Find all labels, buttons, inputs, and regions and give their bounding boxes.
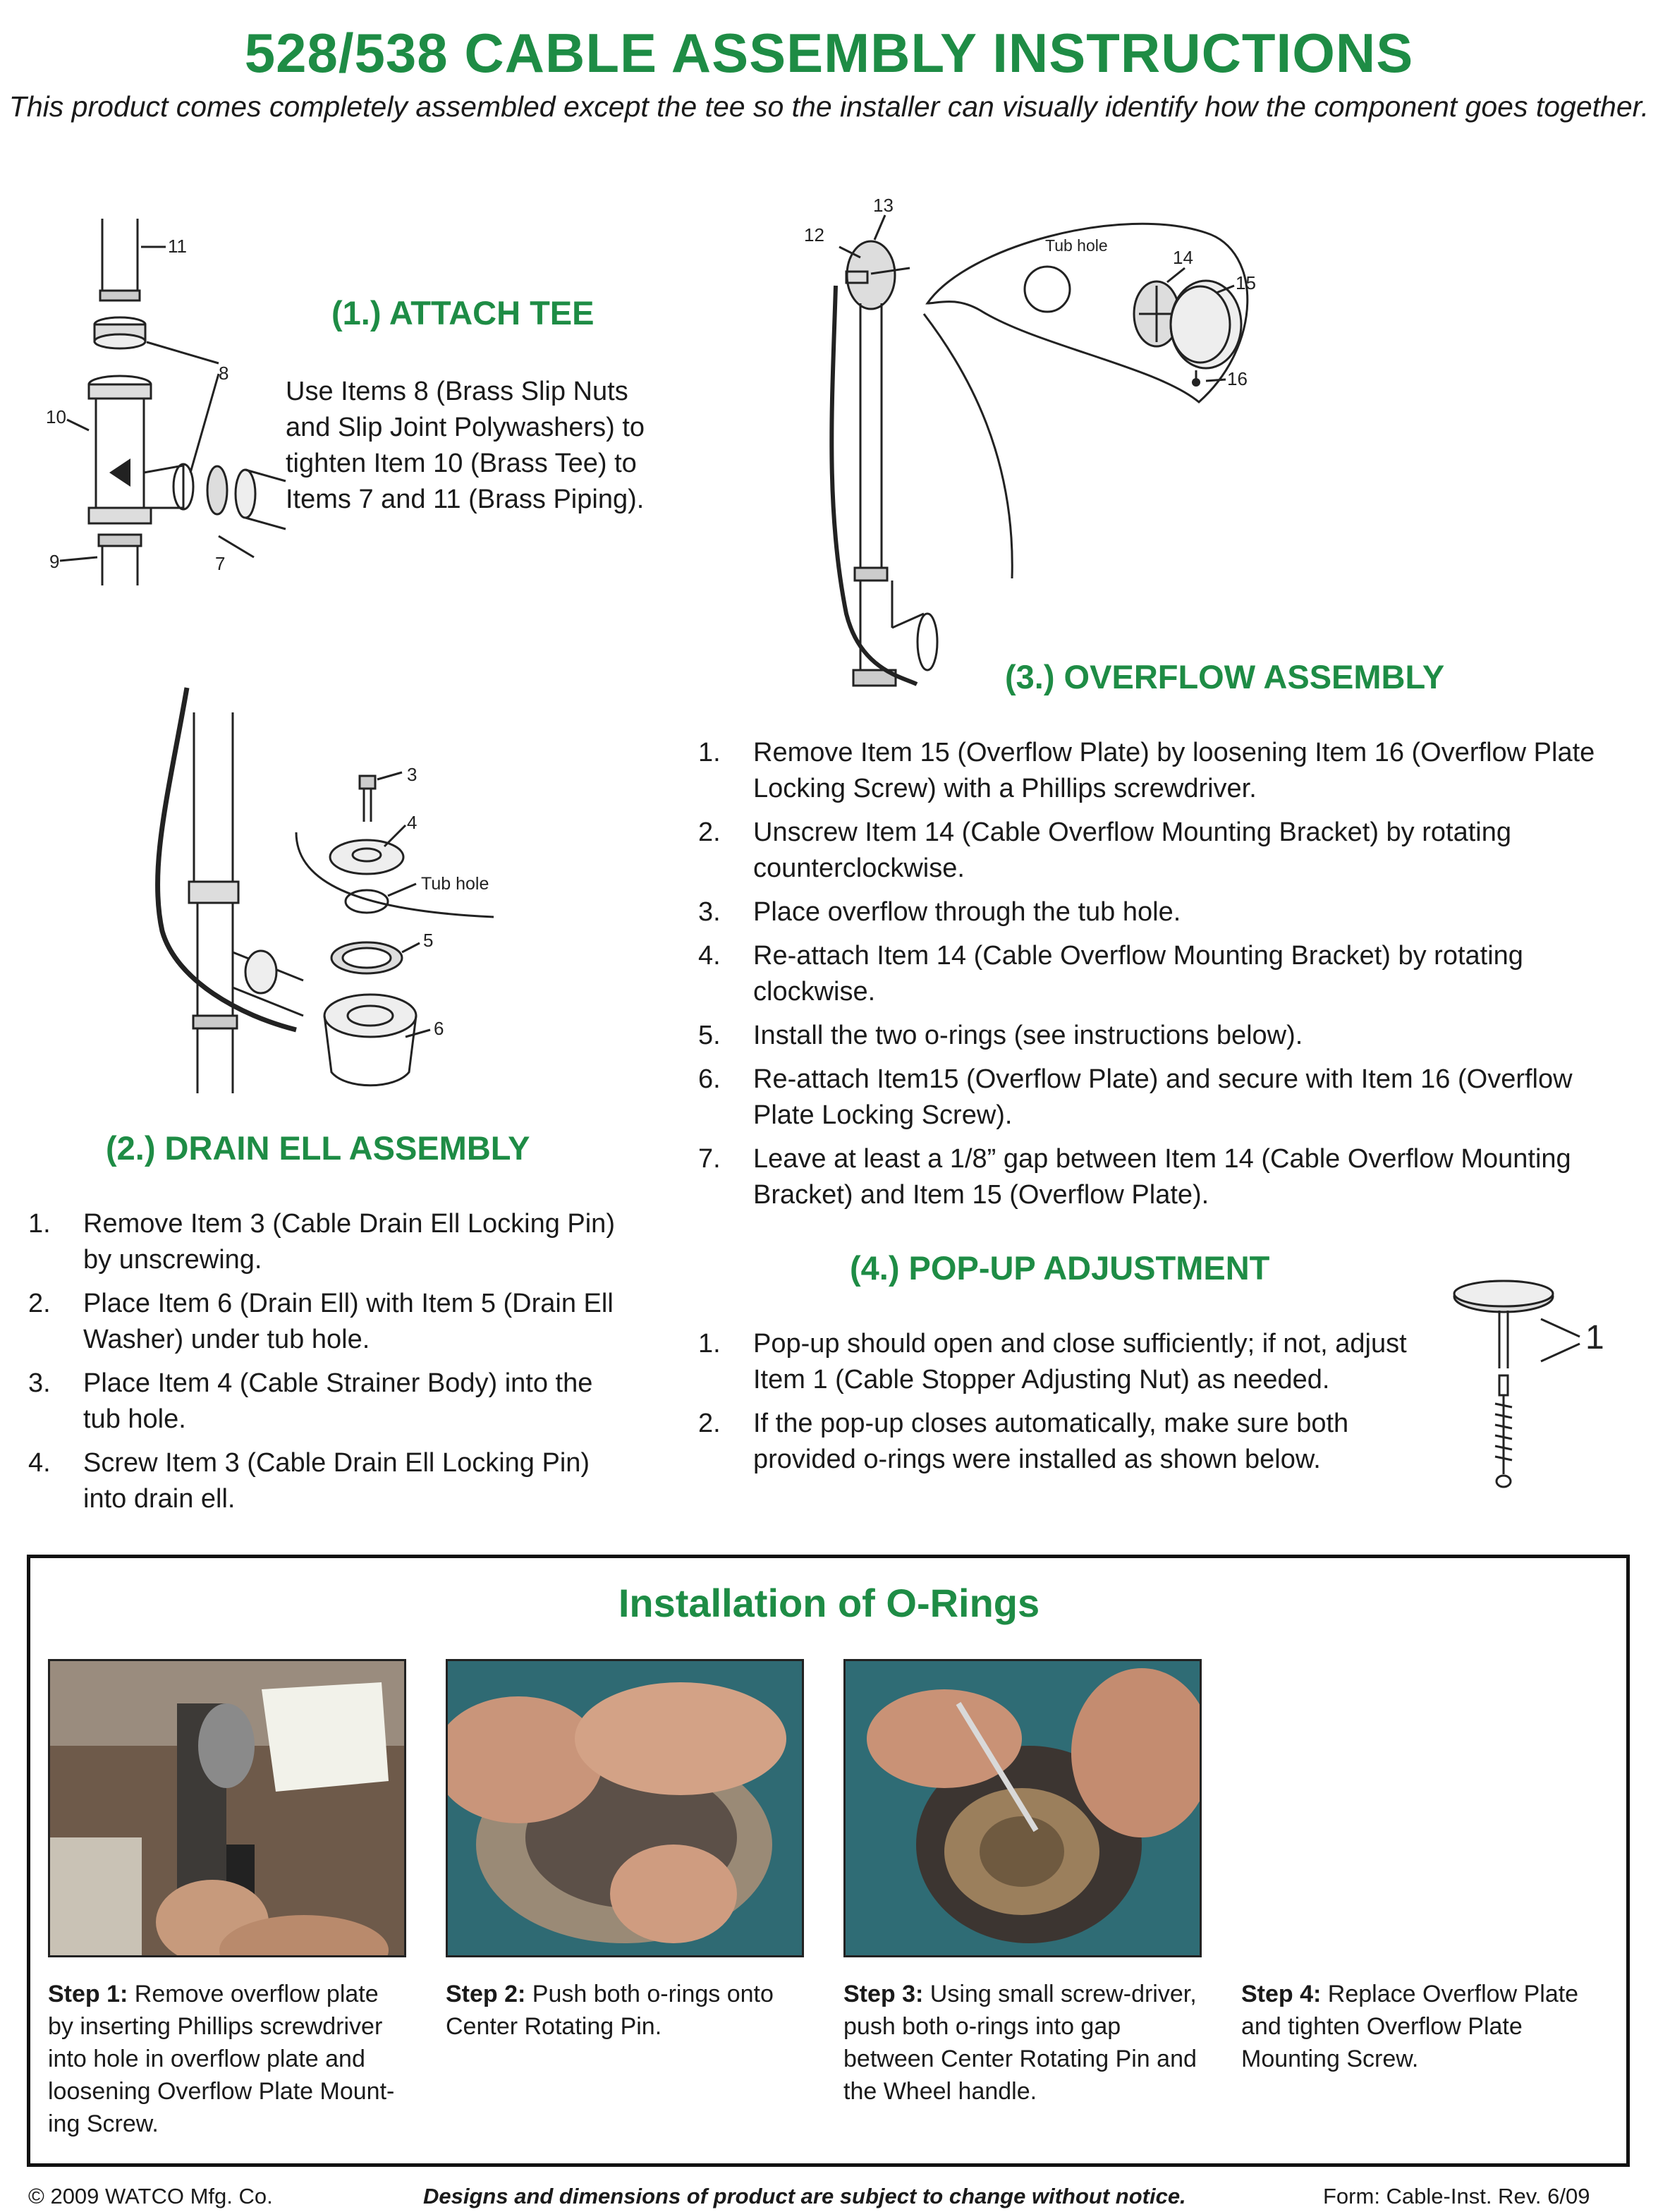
callout-11: 11 — [168, 236, 187, 257]
overflow-steps — [698, 735, 1608, 1221]
overflow-diagram — [804, 190, 1312, 698]
section2-heading: (2.) DRAIN ELL ASSEMBLY — [106, 1129, 530, 1167]
step3-caption: Step 3: Using small screw-driver, push both o-rings into gap between Center Rotating Pin and the Wheel handle. — [843, 1981, 1197, 2105]
callout-15: 15 — [1236, 272, 1256, 293]
section1-heading: (1.) ATTACH TEE — [331, 294, 595, 332]
step1-photo-image — [50, 1661, 406, 1957]
callout-8: 8 — [219, 363, 229, 384]
page-subtitle: This product comes completely assembled except the tee so the installer can visually identify how the component goes together. — [8, 90, 1650, 123]
drain-ell-diagram — [127, 684, 550, 1107]
callout-6: 6 — [434, 1018, 444, 1039]
page-title: 528/538 CABLE ASSEMBLY INSTRUCTIONS — [244, 22, 1414, 84]
drain-ell-step: 2. Place Item 6 (Drain Ell) with Item 5 (Drain Ell Washer) under tub hole. — [28, 1289, 614, 1354]
step4-caption: Step 4: Replace Overflow Plate and tighten Overflow Plate Mounting Screw. — [1241, 1981, 1579, 2072]
section1-text: Use Items 8 (Brass Slip Nuts and Slip Joint Polywashers) to tighten Item 10 (Brass Tee) to Items 7 and 11 (Brass Piping). — [286, 377, 645, 514]
callout-1: 1 — [1585, 1319, 1604, 1356]
step1-caption: Step 1: Remove overflow plate by inserting Phillips screwdriver into hole in overflow plate and loosening Overflow Plate Mount-ing Screw. — [48, 1981, 395, 2137]
footer-form: Form: Cable-Inst. Rev. 6/09 — [1323, 2184, 1590, 2208]
callout-14: 14 — [1173, 247, 1193, 268]
popup-steps — [698, 1326, 1418, 1485]
drain-ell-step: 1. Remove Item 3 (Cable Drain Ell Locking Pin) by unscrewing. — [28, 1209, 615, 1275]
section3-heading: (3.) OVERFLOW ASSEMBLY — [1005, 658, 1445, 695]
callout-tub-hole-overflow: Tub hole — [1045, 236, 1108, 255]
step1-photo — [48, 1659, 406, 1957]
overflow-step: 6. Re-attach Item15 (Overflow Plate) and secure with Item 16 (Overflow Plate Locking Screw). — [698, 1064, 1573, 1130]
callout-5: 5 — [423, 930, 434, 951]
callout-13: 13 — [873, 195, 894, 216]
overflow-step: 4. Re-attach Item 14 (Cable Overflow Mounting Bracket) by rotating clockwise. — [698, 941, 1523, 1007]
callout-9: 9 — [49, 551, 60, 572]
step2-photo — [446, 1659, 804, 1957]
drain-ell-steps — [28, 1206, 635, 1525]
orings-title: Installation of O-Rings — [618, 1581, 1040, 1625]
drain-ell-step: 3. Place Item 4 (Cable Strainer Body) into the tub hole. — [28, 1368, 593, 1434]
step2-caption: Step 2: Push both o-rings onto Center Rotating Pin. — [446, 1981, 774, 2040]
footer-copyright: © 2009 WATCO Mfg. Co. — [28, 2184, 273, 2208]
popup-stopper-diagram — [1446, 1270, 1615, 1495]
callout-4: 4 — [407, 812, 417, 833]
overflow-step: 5. Install the two o-rings (see instructions below). — [698, 1021, 1303, 1050]
overflow-step: 1. Remove Item 15 (Overflow Plate) by loosening Item 16 (Overflow Plate Locking Screw) with a Phillips screwdriver. — [698, 738, 1595, 803]
popup-step: 1. Pop-up should open and close sufficiently; if not, adjust Item 1 (Cable Stopper Adjusting Nut) as needed. — [698, 1329, 1407, 1394]
section4-heading: (4.) POP-UP ADJUSTMENT — [850, 1249, 1270, 1287]
tee-diagram — [42, 212, 289, 585]
step2-photo-image — [448, 1661, 804, 1957]
footer-notice: Designs and dimensions of product are subject to change without notice. — [423, 2184, 1186, 2208]
step3-photo — [843, 1659, 1202, 1957]
step3-photo-image — [846, 1661, 1202, 1957]
drain-ell-step: 4. Screw Item 3 (Cable Drain Ell Locking Pin) into drain ell. — [28, 1448, 590, 1514]
callout-16: 16 — [1227, 368, 1248, 389]
callout-3: 3 — [407, 764, 417, 785]
callout-tub-hole-drain: Tub hole — [421, 874, 489, 894]
overflow-step: 2. Unscrew Item 14 (Cable Overflow Mounting Bracket) by rotating counterclockwise. — [698, 818, 1511, 883]
overflow-step: 7. Leave at least a 1/8” gap between Item 14 (Cable Overflow Mounting Bracket) and Item 15 (Overflow Plate). — [698, 1144, 1571, 1210]
callout-12: 12 — [804, 224, 824, 245]
overflow-step: 3. Place overflow through the tub hole. — [698, 897, 1181, 927]
callout-7: 7 — [215, 553, 226, 574]
callout-10: 10 — [46, 406, 66, 427]
popup-step: 2. If the pop-up closes automatically, make sure both provided o-rings were installed as shown below. — [698, 1409, 1349, 1474]
